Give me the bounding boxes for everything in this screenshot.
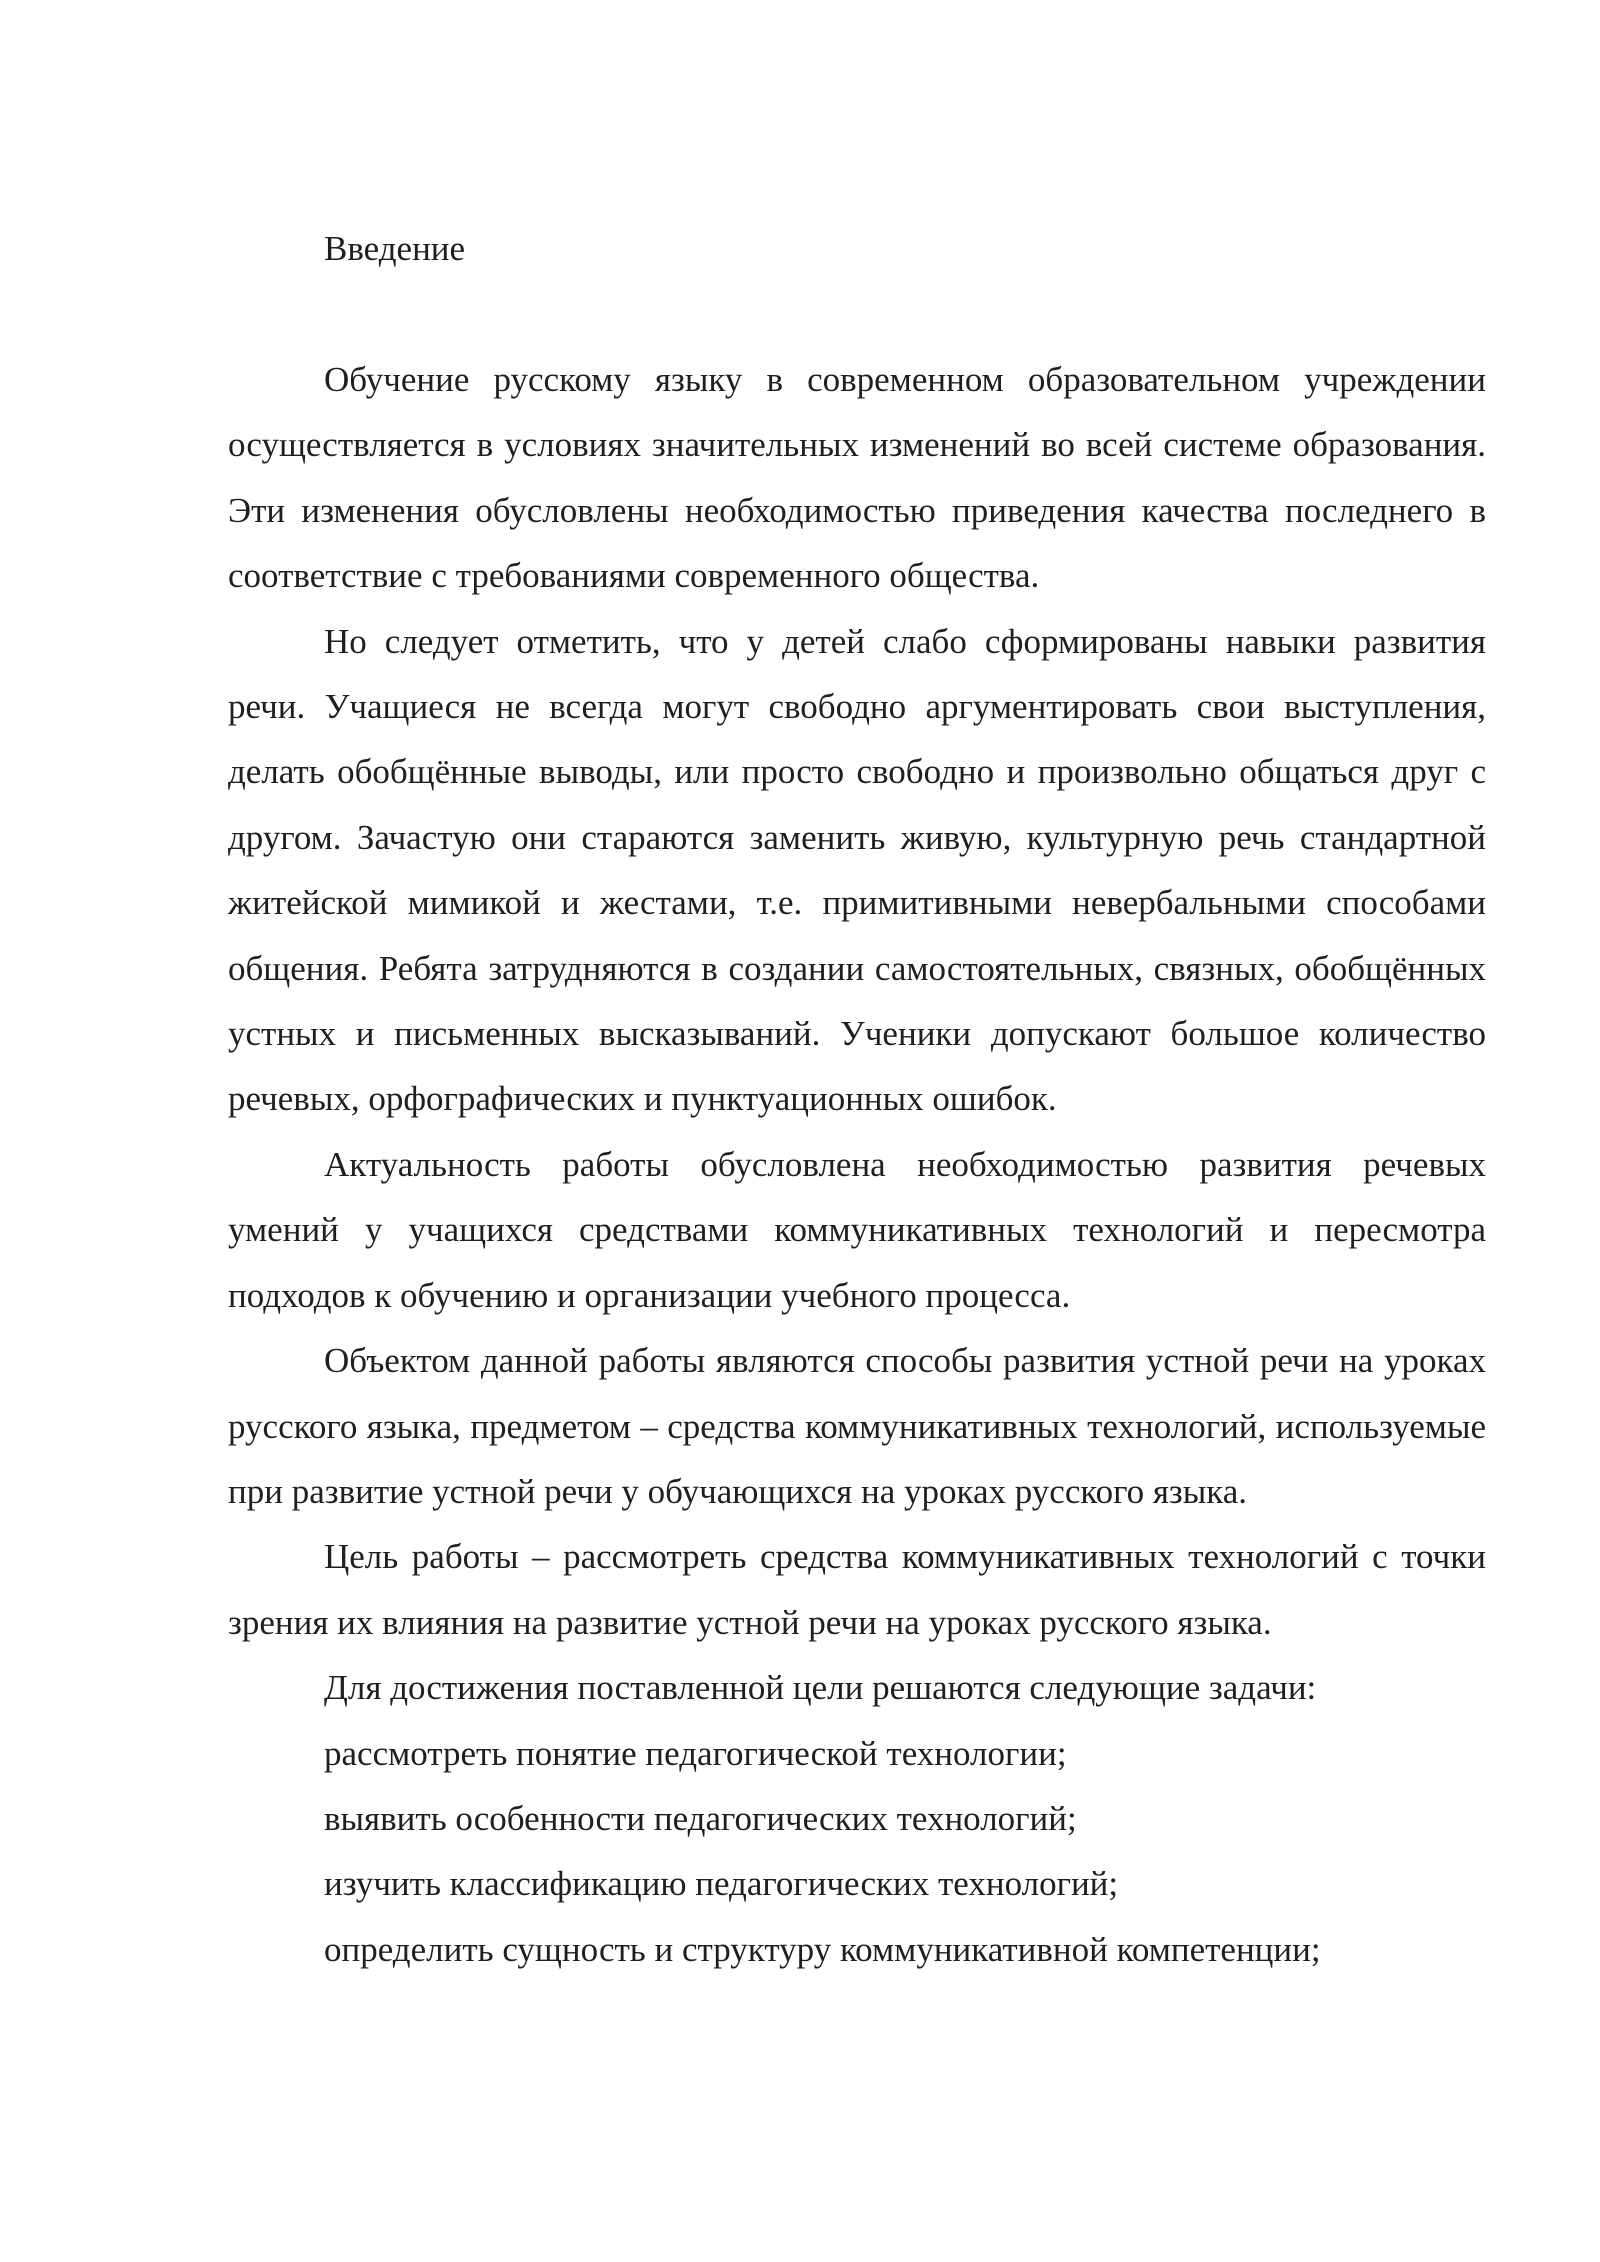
task-item-1: рассмотреть понятие педагогической технологии;: [324, 1733, 1067, 1773]
document-body: [228, 216, 1486, 1982]
paragraph-5: Цель работы – рассмотреть средства коммуникативных технологий с точки зрения их влияния на развитие устной речи на уроках русского языка.: [228, 1537, 1486, 1642]
task-item-2: выявить особенности педагогических технологий;: [324, 1798, 1077, 1838]
paragraph-3: Актуальность работы обусловлена необходимостью развития речевых умений у учащихся средствами коммуникативных технологий и пересмотра подходов к обучению и организации учебного процесса.: [228, 1144, 1486, 1315]
paragraph-1: Обучение русскому языку в современном образовательном учреждении осуществляется в условиях значительных изменений во всей системе образования. Эти изменения обусловлены необходимостью приведения качества последнего в соответствие с требованиями современного общества.: [228, 360, 1486, 596]
task-item-4: определить сущность и структуру коммуникативной компетенции;: [324, 1929, 1321, 1969]
task-item-3: изучить классификацию педагогических технологий;: [324, 1864, 1119, 1904]
tasks-intro: Для достижения поставленной цели решаются следующие задачи:: [324, 1668, 1317, 1708]
paragraph-4: Объектом данной работы являются способы развития устной речи на уроках русского языка, предметом – средства коммуникативных технологий, используемые при развитие устной речи у обучающихся на уроках русского языка.: [228, 1341, 1486, 1511]
document-heading: Введение: [324, 229, 466, 268]
paragraph-2: Но следует отметить, что у детей слабо сформированы навыки развития речи. Учащиеся не всегда могут свободно аргументировать свои выступления, делать обобщённые выводы, или просто свободно и произвольно общаться друг с другом. Зачастую они стараются заменить живую, культурную речь стандартной житейской мимикой и жестами, т.е. примитивными невербальными способами общения. Ребята затрудняются в создании самостоятельных, связных, обобщённых устных и письменных высказываний. Ученики допускают большое количество речевых, орфографических и пунктуационных ошибок.: [228, 621, 1486, 1119]
